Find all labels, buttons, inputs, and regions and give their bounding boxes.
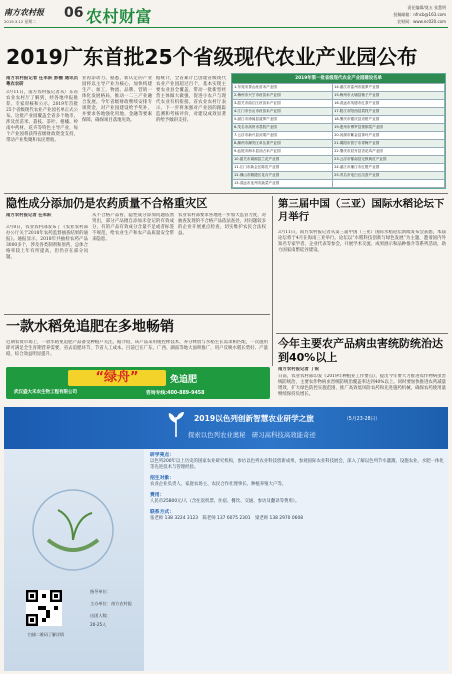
park-table-cell: 7.云浮市新兴县凉果产业园 bbox=[233, 132, 333, 140]
main-headline: 2019广东首批25个省级现代农业产业园公布 bbox=[6, 45, 418, 69]
glass-bowl-illustration bbox=[28, 485, 118, 575]
park-table-cell: 4.江门市台山市丝苗米产业园 bbox=[233, 108, 333, 116]
banner-subtitle: 探索以色列农业奥秘 研习高科技高效能奇迹 bbox=[188, 431, 316, 439]
park-table-cell: 3.韶关市曲江区丝苗米产业园 bbox=[233, 100, 333, 108]
art5-text: 日前，农业农村部印发《2019年种植业工作要点》，提出今年要大力推进农作物病虫害统防统治，主要农作物病虫害统防统治覆盖率达到40%以上。同时要加快推进农药减量增效，扩大绿色防控实施范围，推广高效低风险农药和先进施药机械，确保农药使用量继续保持负增长。 bbox=[278, 374, 446, 397]
footer-line-1: 指导单位： bbox=[90, 589, 111, 594]
info-item bbox=[150, 453, 444, 471]
footer-line-4: 20-25人 bbox=[90, 622, 107, 627]
park-table-cell: 23.云浮市郁南县无核黄皮产业园 bbox=[333, 156, 445, 164]
park-table-cell: 11.江门市新会区陈皮产业园 bbox=[233, 164, 333, 172]
divider-3 bbox=[276, 333, 448, 334]
info-item-text: 以色列200年以上历史的国家农业研究机构，参访以色列农业科技创新成果，参观国际农业科技展会，深入了解以色列节水灌溉、设施农业、水肥一体化等先进技术与管理经验。 bbox=[150, 459, 444, 470]
footer-line-2: 主办单位：南方农村报 bbox=[90, 601, 132, 606]
park-table-row bbox=[233, 140, 445, 148]
park-table-row bbox=[233, 156, 445, 164]
park-table-cell: 8.潮州市潮安区单丛茶产业园 bbox=[233, 140, 333, 148]
art5-byline: 南方农村报记者 丁锐 bbox=[278, 367, 320, 372]
info-item-text: 农业企业负责人、家庭农场主、农民合作社理事长、种植养殖大户等。 bbox=[150, 482, 287, 487]
art2-byline: 南方农村报记者 任军跃 bbox=[6, 213, 52, 218]
park-list-table bbox=[232, 83, 445, 188]
ad-slogan: 免追肥 bbox=[170, 375, 198, 385]
masthead-logo: 南方农村报 bbox=[4, 8, 44, 17]
park-table-cell: 25.茂名市电白区沉香产业园 bbox=[333, 172, 445, 180]
art2-headline: 隐性成分添加仍是农药质量不合格重灾区 bbox=[6, 197, 208, 210]
park-table-cell: 15.梅州市大埔县柚子产业园 bbox=[333, 92, 445, 100]
art4-text: 近期农资市场上，一款水稻免追肥产品备受种植户关注。据介绍，该产品采用缓控释技术，养分释放与水稻生长需求相匹配，一次施用即可满足全生育期营养需要，省去追肥环节，节省人工成本。目前已在广东、广西、湖南等地大面积推广，用户反映水稻长势好、产量稳，综合效益明显提升。 bbox=[6, 340, 268, 357]
park-table-cell: 22.肇庆市封开县杏花鸡产业园 bbox=[333, 148, 445, 156]
park-table-cell: 10.韶关市翁源县兰花产业园 bbox=[233, 156, 333, 164]
ad-hotline: 咨询专线:400-889-9458 bbox=[146, 391, 205, 396]
study-tour-info bbox=[4, 449, 448, 671]
main-byline: 南方农村报记者 任军跃 彭棚 通讯员 粤农农研 bbox=[6, 76, 78, 87]
park-table-cell: 20.河源市紫金县茶叶产业园 bbox=[333, 132, 445, 140]
art2-col-1: 3月8日，农业农村部发布了《农业农村部办公厅关于2018年农药监督抽查结果的通报》。通报显示，2018年共抽检农药产品3000多个，涉及各类制剂和原药，总体合格率较上年有所提高，但仍存在部分问题。 bbox=[6, 225, 88, 260]
park-table-row bbox=[233, 164, 445, 172]
park-table-row bbox=[233, 132, 445, 140]
divider-2 bbox=[4, 314, 270, 315]
info-item-label: 费用： bbox=[150, 493, 165, 498]
park-table-row bbox=[233, 92, 445, 100]
study-tour-banner bbox=[4, 407, 448, 449]
park-table-row bbox=[233, 172, 445, 180]
park-table-cell: 12.佛山市顺德区花卉产业园 bbox=[233, 172, 333, 180]
vertical-divider bbox=[272, 196, 273, 366]
art2-col-3: 农业农村部要求各地进一步加大监管力度，对抽查发现的不合格产品依法查处，对问题较多的企业开展重点检查，切实维护农民合法权益。 bbox=[178, 213, 266, 236]
park-table-cell: 18.肇庆市德庆县贡柑产业园 bbox=[333, 116, 445, 124]
info-item bbox=[150, 493, 444, 505]
main-col-2: 业再添动力。据悉，新认定的产业园将以主导产业为核心，加快构建生产、加工、物流、品牌、营销一体化发展格局，推动一二三产业融合发展。今年省级财政继续安排专项资金，对产业园建设给予奖补，并要求各地强化用地、金融等要素保障，确保项目落地见效。 bbox=[82, 76, 152, 123]
divider-1 bbox=[4, 193, 448, 194]
qr-caption: 扫描二维码了解详情 bbox=[28, 632, 64, 637]
info-item-text: 人民币25800元/人（含往返机票、住宿、餐饮、交通、参访及翻译等费用）。 bbox=[150, 499, 300, 504]
plant-logo-icon bbox=[166, 411, 186, 437]
page-number: 06 bbox=[64, 5, 84, 21]
park-table-cell: 16.清远市英德市红茶产业园 bbox=[333, 100, 445, 108]
editor-line-2: 投稿邮箱：nfncb@163.com bbox=[393, 12, 446, 17]
qr-code-icon bbox=[26, 590, 62, 626]
park-table-cell bbox=[333, 180, 445, 188]
main-col-1: 3月11日，南方农村报记者从广东省农业农村厅了解到，经各地申报推荐、专家审核和公示，2019年首批25个省级现代农业产业园名单正式公布。这批产业园覆盖全省多个地市，涉及丝苗米、荔枝、茶叶、柑橘、岭南中药材、花卉等特色主导产业，每个产业园将获得省级财政资金支持，带动产业集聚和农民增收。 bbox=[6, 90, 78, 143]
art3-text: 3月11日，南方农村报记者从第三届中国（三亚）国际水稻论坛新闻发布会获悉，本届论坛将于4月在海南三亚举行。论坛以“水稻科技创新与绿色发展”为主题，邀请国内外知名专家学者、企业代表等参会，开展学术交流、成果展示和品种推介等系列活动，助力国家南繁硅谷建设。 bbox=[278, 230, 446, 253]
info-item-label: 联系方式： bbox=[150, 510, 174, 515]
info-item-label: 招生对象： bbox=[150, 476, 174, 481]
info-footer bbox=[4, 577, 448, 671]
info-item-label: 研学亮点： bbox=[150, 453, 174, 458]
qr-code[interactable] bbox=[26, 590, 62, 626]
park-table-cell: 17.阳江市阳西县荔枝产业园 bbox=[333, 108, 445, 116]
park-table-cell: 5.湛江市徐闻县菠萝产业园 bbox=[233, 116, 333, 124]
park-table-cell: 13.清远市连州市蔬菜产业园 bbox=[233, 180, 333, 188]
park-table-cell: 21.揭阳市普宁市青梅产业园 bbox=[333, 140, 445, 148]
fertilizer-ad bbox=[6, 367, 270, 399]
masthead-rule bbox=[4, 27, 448, 28]
park-table-cell: 9.汕尾市海丰县油占米产业园 bbox=[233, 148, 333, 156]
park-table-cell: 1.东莞市茶山丝苗米产业园 bbox=[233, 84, 333, 92]
info-item-text: 张老师 138 3224 3123 陈老师 137 6075 2301 梁老师 138 2970 0608 bbox=[150, 516, 304, 521]
ad-brand: “绿舟” bbox=[95, 370, 139, 385]
banner-title: 2019以色列创新智慧农业研学之旅 bbox=[194, 414, 314, 423]
park-table-row bbox=[233, 100, 445, 108]
art4-headline: 一款水稻免追肥在多地畅销 bbox=[6, 319, 174, 335]
park-table-row bbox=[233, 108, 445, 116]
park-table-row bbox=[233, 84, 445, 92]
info-item bbox=[150, 510, 444, 522]
table-title: 2019年第一批省级现代农业产业园建设名单 bbox=[232, 74, 445, 83]
info-items bbox=[150, 453, 444, 593]
footer-line-3: 出团人数： bbox=[90, 613, 111, 618]
park-table-row bbox=[233, 116, 445, 124]
masthead-date: 2019.3.12 星期二 bbox=[4, 19, 36, 24]
editor-line-3: 农财网：www.nc020.com bbox=[397, 19, 446, 24]
main-col-3: 据统计，全省累计已创建省级现代农业产业园超过百个，基本实现主要农业县全覆盖，带动一批新型经营主体做大做强，促进小农户与现代农业有机衔接。省农业农村厅表示，下一步将加强对产业园的跟踪监测和考核评价，对建设成效显著的给予倾斜支持。 bbox=[156, 76, 226, 123]
art3-headline: 第三届中国（三亚）国际水稻论坛下月举行 bbox=[278, 198, 445, 223]
park-table-cell: 19.惠州市博罗县预制菜产业园 bbox=[333, 124, 445, 132]
industrial-park-table-panel bbox=[231, 73, 446, 189]
info-item bbox=[150, 476, 444, 488]
park-table-cell: 6.茂名市高州市荔枝产业园 bbox=[233, 124, 333, 132]
editor-line-1: 责任编辑/莫五 张慧明 bbox=[407, 5, 446, 10]
ad-company: 武汉盛大禾农生物工程有限公司 bbox=[14, 390, 77, 395]
art2-col-2: 从不合格产品看，隐性成分添加问题依然突出，部分产品擅自添加未登记的有效成分，有的产品有效成分含量不足或者标签不规范，给农业生产和农产品质量安全带来隐患。 bbox=[92, 213, 174, 242]
park-table-cell: 2.梅州市兴宁市丝苗米产业园 bbox=[233, 92, 333, 100]
park-table-row bbox=[233, 124, 445, 132]
park-table-cell: 24.湛江市廉江市红橙产业园 bbox=[333, 164, 445, 172]
park-table-row bbox=[233, 148, 445, 156]
park-table-cell: 14.湛江市雷州市菠萝产业园 bbox=[333, 84, 445, 92]
art5-headline: 今年主要农产品病虫害统防统治达到40%以上 bbox=[278, 337, 443, 364]
section-title: 农村财富 bbox=[86, 7, 153, 26]
banner-dates: （5月23-28日） bbox=[344, 417, 381, 422]
park-table-row bbox=[233, 180, 445, 188]
